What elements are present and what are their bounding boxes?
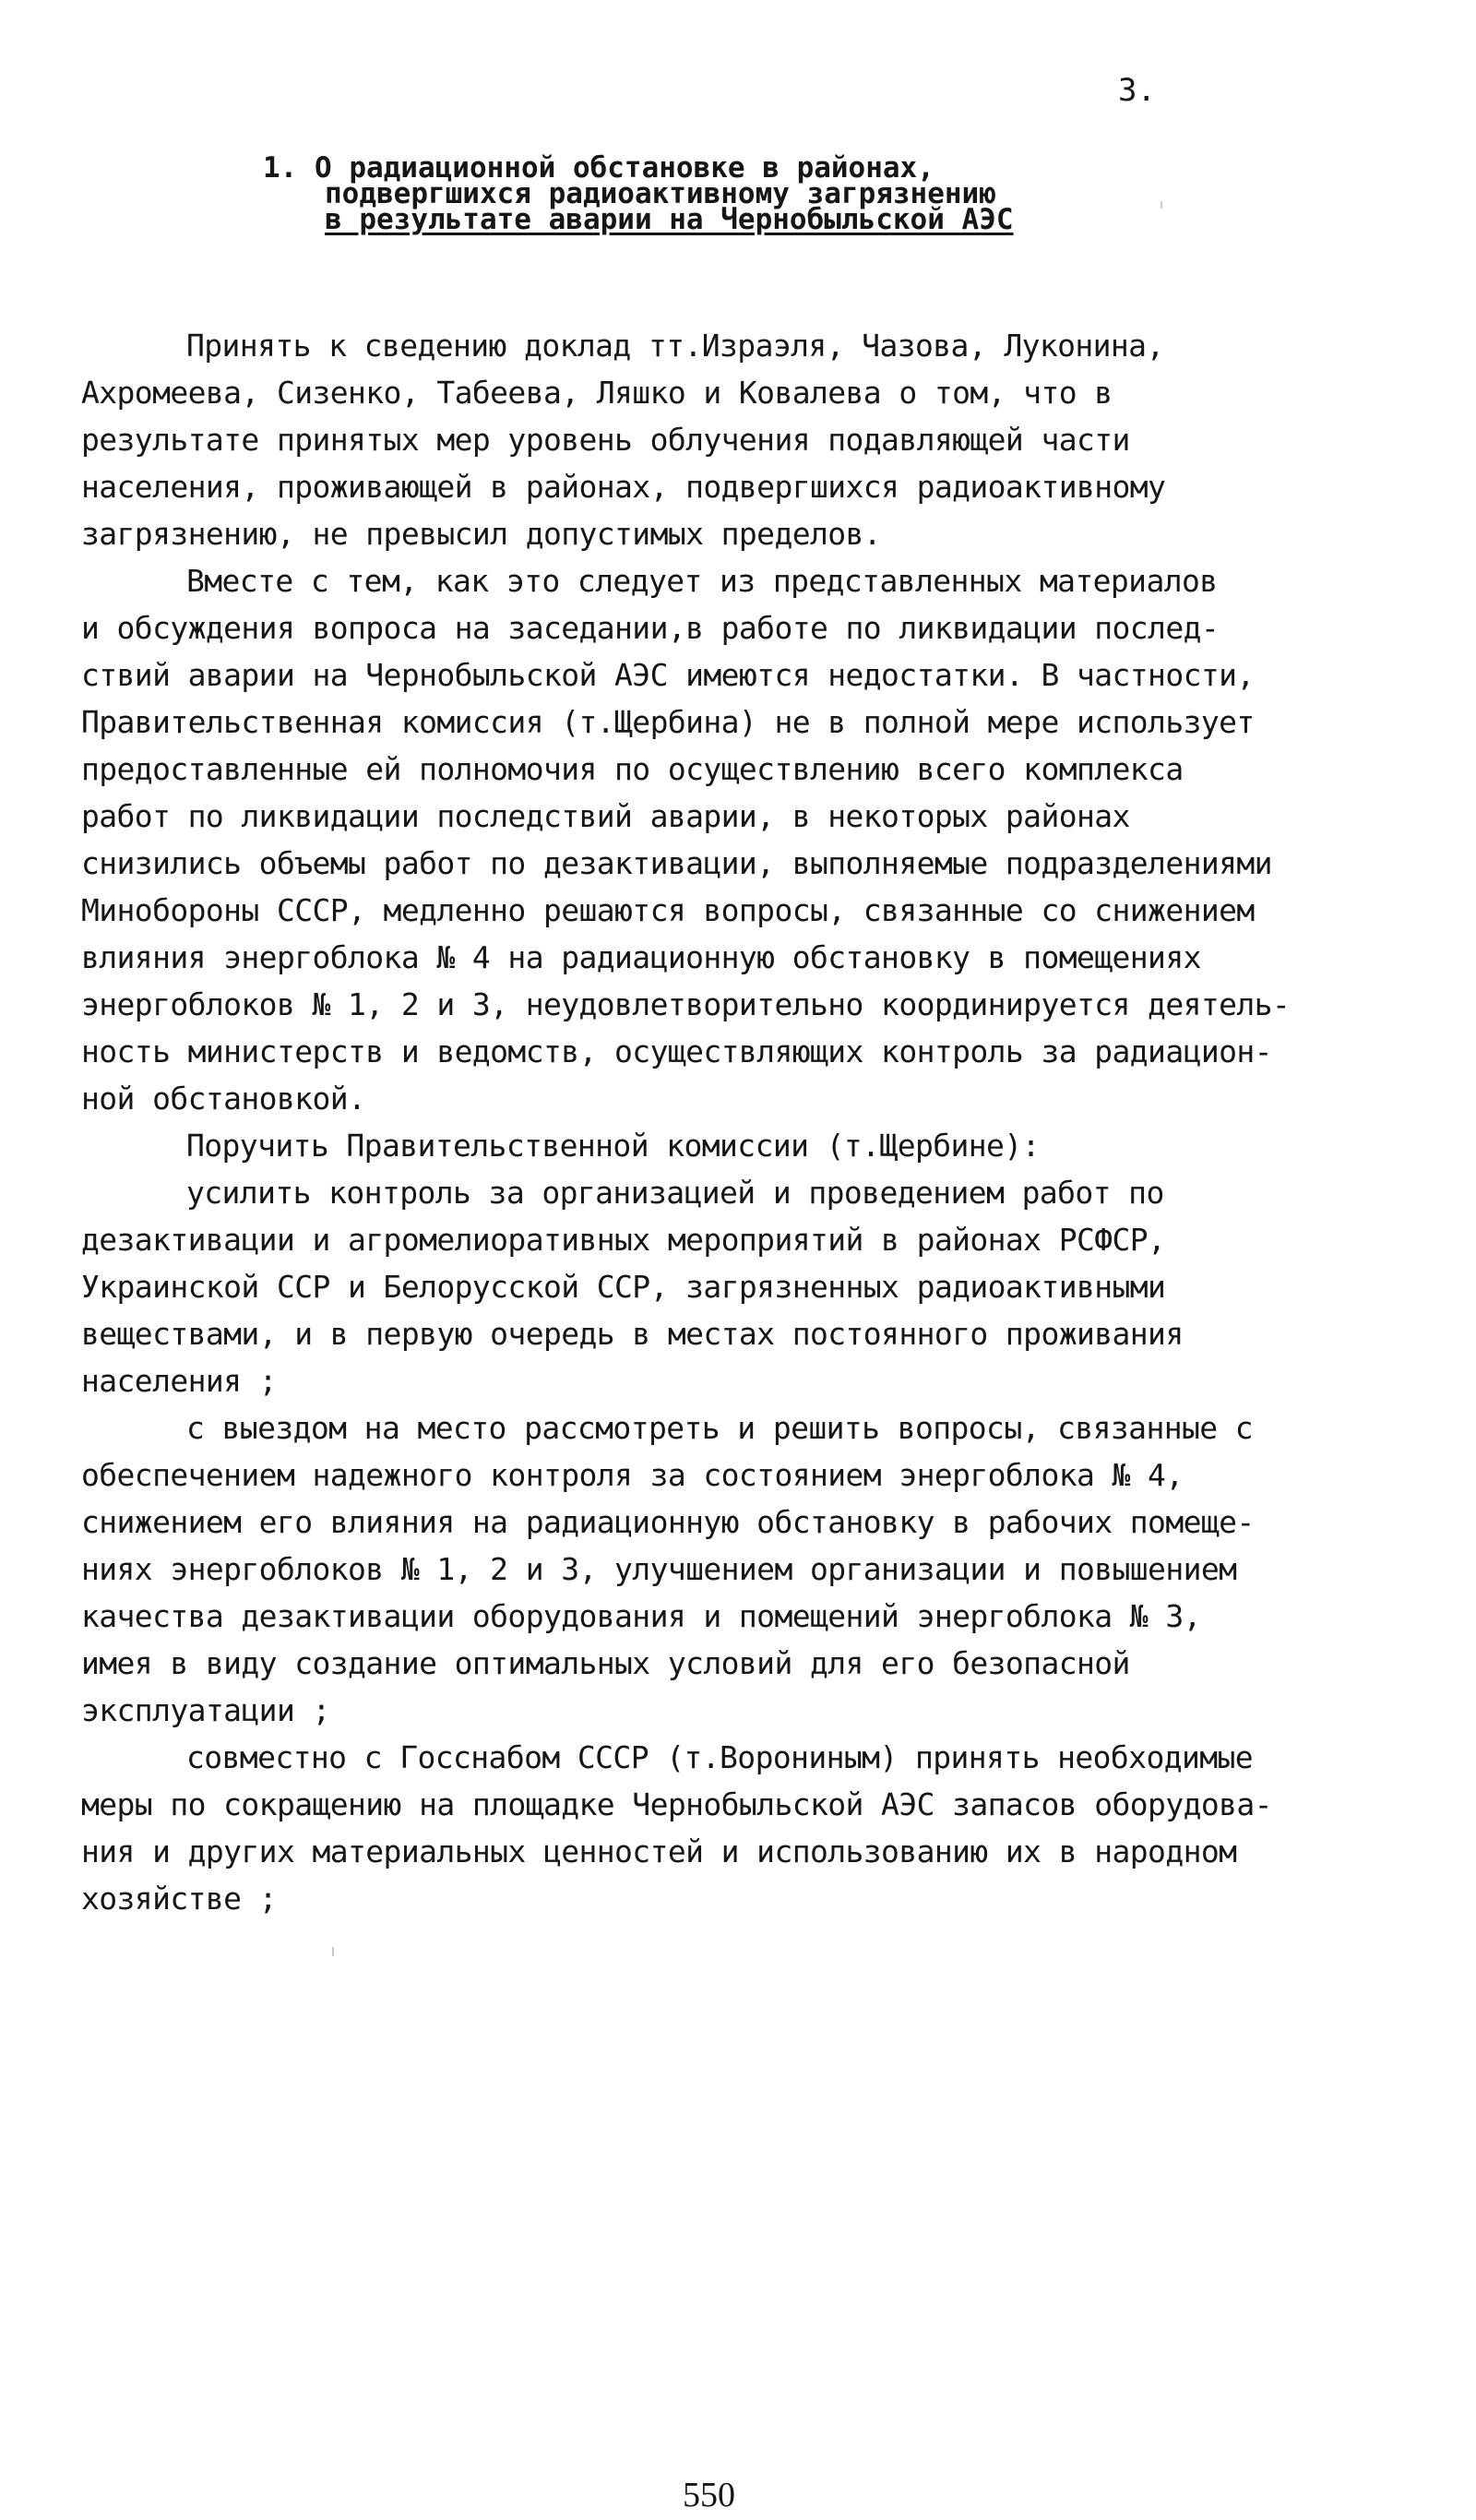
text-line: снизились объемы работ по дезактивации, выполняемые подразделениями	[81, 845, 1272, 881]
text-line: Поручить Правительственной комиссии (т.Щербине):	[186, 1128, 1040, 1164]
text-line: и обсуждения вопроса на заседании,в работе по ликвидации послед-	[81, 610, 1220, 646]
text-line: работ по ликвидации последствий аварии, в некоторых районах	[81, 798, 1130, 834]
section-heading	[263, 151, 1185, 236]
text-line: ствий аварии на Чернобыльской АЭС имеются недостатки. В частности,	[81, 657, 1255, 693]
text-line: снижением его влияния на радиационную обстановку в рабочих помеще-	[81, 1504, 1255, 1540]
text-line: влияния энергоблока № 4 на радиационную обстановку в помещениях	[81, 939, 1201, 975]
paragraph-item-gossnab	[81, 1734, 1428, 1922]
text-line: совместно с Госснабом СССР (т.Ворониным) принять необходимые	[186, 1739, 1254, 1775]
text-line: Ахромеева, Сизенко, Табеева, Ляшко и Ковалева о том, что в	[81, 375, 1113, 411]
text-line: Правительственная комиссия (т.Щербина) не в полной мере использует	[81, 704, 1255, 740]
text-line: населения, проживающей в районах, подвергшихся радиоактивному	[81, 469, 1166, 505]
text-line: с выездом на место рассмотреть и решить вопросы, связанные с	[186, 1410, 1254, 1446]
text-line: предоставленные ей полномочия по осуществлению всего комплекса	[81, 751, 1184, 787]
text-line: ниях энергоблоков № 1, 2 и 3, улучшением организации и повышением	[81, 1551, 1237, 1587]
text-line: веществами, и в первую очередь в местах постоянного проживания	[81, 1316, 1184, 1352]
text-line: загрязнению, не превысил допустимых пределов.	[81, 516, 882, 552]
paragraph-report	[81, 322, 1428, 557]
heading-line: подвергшихся радиоактивному загрязнению	[325, 177, 996, 210]
text-line: Вместе с тем, как это следует из представленных материалов	[186, 563, 1218, 599]
text-line: имея в виду создание оптимальных условий для его безопасной	[81, 1645, 1130, 1681]
text-line: населения ;	[81, 1363, 277, 1399]
text-line: энергоблоков № 1, 2 и 3, неудовлетворительно координируется деятель-	[81, 986, 1291, 1022]
text-line: меры по сокращению на площадке Чернобыльской АЭС запасов оборудова-	[81, 1786, 1272, 1822]
text-line: ной обстановкой.	[81, 1081, 366, 1117]
heading-line: 1. О радиационной обстановке в районах,	[263, 151, 934, 185]
text-line: Минобороны СССР, медленно решаются вопросы, связанные со снижением	[81, 892, 1255, 928]
paragraph-item-site-visit	[81, 1404, 1428, 1734]
text-line: результате принятых мер уровень облучения подавляющей части	[81, 422, 1130, 458]
heading-line: в результате аварии на Чернобыльской АЭС	[325, 203, 1014, 236]
text-line: усилить контроль за организацией и проведением работ по	[186, 1175, 1164, 1211]
paragraph-shortcomings	[81, 557, 1428, 1122]
paragraph-item-control	[81, 1169, 1428, 1404]
document-body	[81, 322, 1428, 1922]
paragraph-instruction	[81, 1122, 1428, 1169]
text-line: ность министерств и ведомств, осуществляющих контроль за радиацион-	[81, 1033, 1272, 1069]
text-line: эксплуатации ;	[81, 1692, 330, 1728]
text-line: обеспечением надежного контроля за состоянием энергоблока № 4,	[81, 1457, 1184, 1493]
archive-page-number: 550	[683, 2476, 735, 2514]
text-line: Принять к сведению доклад тт.Израэля, Чазова, Луконина,	[186, 328, 1164, 364]
scan-artifact	[1161, 201, 1162, 209]
text-line: дезактивации и агромелиоративных мероприятий в районах РСФСР,	[81, 1222, 1166, 1258]
text-line: качества дезактивации оборудования и помещений энергоблока № 3,	[81, 1598, 1201, 1634]
text-line: ния и других материальных ценностей и использованию их в народном	[81, 1833, 1237, 1869]
scan-artifact	[332, 1947, 334, 1956]
text-line: хозяйстве ;	[81, 1881, 277, 1917]
page-number: 3.	[1118, 72, 1156, 109]
text-line: Украинской ССР и Белорусской ССР, загрязненных радиоактивными	[81, 1269, 1166, 1305]
